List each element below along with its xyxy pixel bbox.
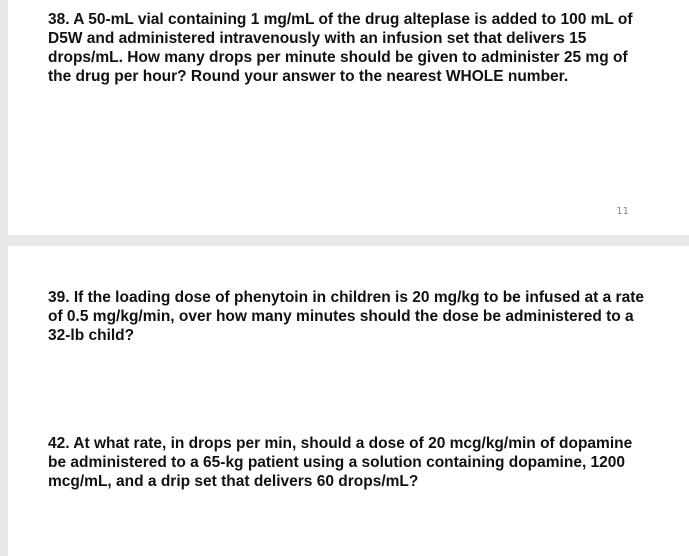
question-38-text: 38. A 50-mL vial containing 1 mg/mL of the drug alteplase is added to 100 mL of D5W and administered intravenously with an infusion set that delivers 15 drops/mL. How many drops per minute should be given to administer 25 mg of the drug per hour? Round your answer to the nearest WHOLE number. xyxy=(48,11,633,85)
document-page-top xyxy=(8,0,689,235)
question-39-text: 39. If the loading dose of phenytoin in children is 20 mg/kg to be infused at a rate of 0.5 mg/kg/min, over how many minutes should the dose be administered to a 32-lb child? xyxy=(48,289,644,344)
page-number: 11 xyxy=(616,206,629,217)
document-page-bottom xyxy=(8,246,689,556)
question-42-text: 42. At what rate, in drops per min, should a dose of 20 mcg/kg/min of dopamine be administered to a 65-kg patient using a solution containing dopamine, 1200 mcg/mL, and a drip set that delivers 60 drops/mL? xyxy=(48,435,633,490)
